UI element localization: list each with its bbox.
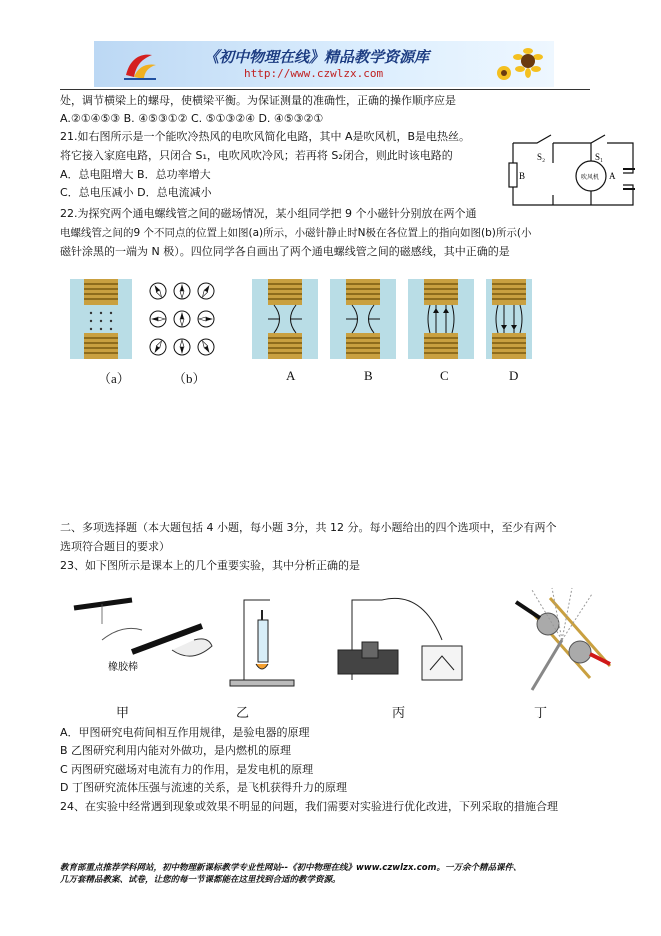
fan-a-label: A	[609, 171, 616, 181]
switch-s2-label: S₂	[537, 152, 546, 162]
page-footer	[60, 862, 620, 886]
experiment-jia	[74, 600, 212, 673]
q22-solenoid-figures	[66, 275, 536, 387]
option-a-figure	[252, 279, 318, 359]
figure-b-needles	[147, 280, 217, 358]
sunflower-icon	[490, 43, 550, 85]
q23-option-a: A．甲图研究电荷间相互作用规律，是验电器的原理	[60, 726, 310, 739]
banner-url: http://www.czwlzx.com	[244, 67, 384, 80]
footer-line-2: 几万套精品教案、试卷，让您的每一节课都能在这里找到合适的教学资源。	[60, 875, 341, 885]
section2-heading-2: 选项符合题目的要求）	[60, 540, 170, 553]
q21-stem-1: 21.如右图所示是一个能吹冷热风的电吹风简化电路，其中 A是吹风机，B是电热丝。	[60, 130, 471, 143]
caption-a: （a）	[98, 371, 130, 386]
option-d-figure	[486, 279, 532, 359]
experiment-ding	[516, 588, 610, 690]
caption-yi: 乙	[236, 705, 250, 720]
q21-circuit-diagram	[505, 133, 655, 213]
caption-bing: 丙	[392, 705, 406, 720]
figure-a-panel	[70, 279, 132, 359]
experiment-bing	[338, 598, 462, 680]
q23-option-b: B 乙图研究利用内能对外做功，是内燃机的原理	[60, 744, 292, 757]
q20-options: A.②①④⑤③ B. ④⑤③①② C. ⑤①③②④ D. ④⑤③②①	[60, 112, 324, 125]
q23-option-c: C 丙图研究磁场对电流有力的作用，是发电机的原理	[60, 763, 314, 776]
site-logo-icon	[122, 49, 158, 81]
caption-option-c: C	[440, 368, 449, 383]
q20-continuation: 处，调节横梁上的螺母，使横梁平衡。为保证测量的准确性，正确的操作顺序应是	[60, 94, 456, 107]
q23-experiment-figures	[62, 580, 612, 700]
q24-stem: 24、在实验中经常遇到现象或效果不明显的问题，我们需要对实验进行优化改进，下列采取的措施合理	[60, 800, 558, 813]
caption-jia: 甲	[116, 705, 130, 720]
q21-options-cd: C．总电压减小 D．总电流减小	[60, 186, 212, 199]
q21-stem-2: 将它接入家庭电路，只闭合 S₁，电吹风吹冷风；若再将 S₂闭合，则此时该电路的	[60, 149, 453, 162]
switch-s1-label: S₁	[595, 152, 604, 162]
banner-title: 《初中物理在线》精品教学资源库	[204, 48, 430, 66]
caption-option-b: B	[364, 368, 373, 383]
q22-stem-2: 电螺线管之间的9 个不同点的位置上如图(a)所示，小磁针静止时N极在各位置上的指向如图(b)所示(小	[60, 227, 532, 239]
experiment-yi	[230, 600, 294, 686]
section2-heading-1: 二、多项选择题（本大题包括 4 小题，每小题 3分，共 12 分。每小题给出的四个选项中，至少有两个	[60, 521, 557, 534]
q23-option-d: D 丁图研究流体压强与流速的关系，是飞机获得升力的原理	[60, 781, 347, 794]
caption-option-a: A	[286, 368, 296, 383]
header-rule	[60, 89, 590, 90]
rubber-rod-label: 橡胶棒	[108, 662, 138, 673]
caption-ding: 丁	[534, 705, 548, 720]
caption-b: （b）	[173, 371, 206, 386]
q23-stem: 23、如下图所示是课本上的几个重要实验，其中分析正确的是	[60, 559, 360, 572]
header-banner	[94, 41, 554, 87]
q21-options-ab: A．总电阻增大 B．总功率增大	[60, 168, 211, 181]
option-c-figure	[408, 279, 474, 359]
fan-motor-label: 吹风机	[581, 174, 600, 181]
heater-b-label: B	[519, 171, 526, 181]
option-b-figure	[330, 279, 396, 359]
caption-option-d: D	[509, 368, 519, 383]
footer-line-1: 教育部重点推荐学科网站，初中物理新课标教学专业性网站--《初中物理在线》www.czwlzx.com。一万余个精品课件、	[60, 863, 522, 873]
q22-stem-1: 22.为探究两个通电螺线管之间的磁场情况，某小组同学把 9 个小磁针分别放在两个通	[60, 207, 477, 220]
q22-stem-3: 磁针涂黑的一端为 N 极）。四位同学各自画出了两个通电螺线管之间的磁感线，其中正确的是	[60, 245, 510, 258]
